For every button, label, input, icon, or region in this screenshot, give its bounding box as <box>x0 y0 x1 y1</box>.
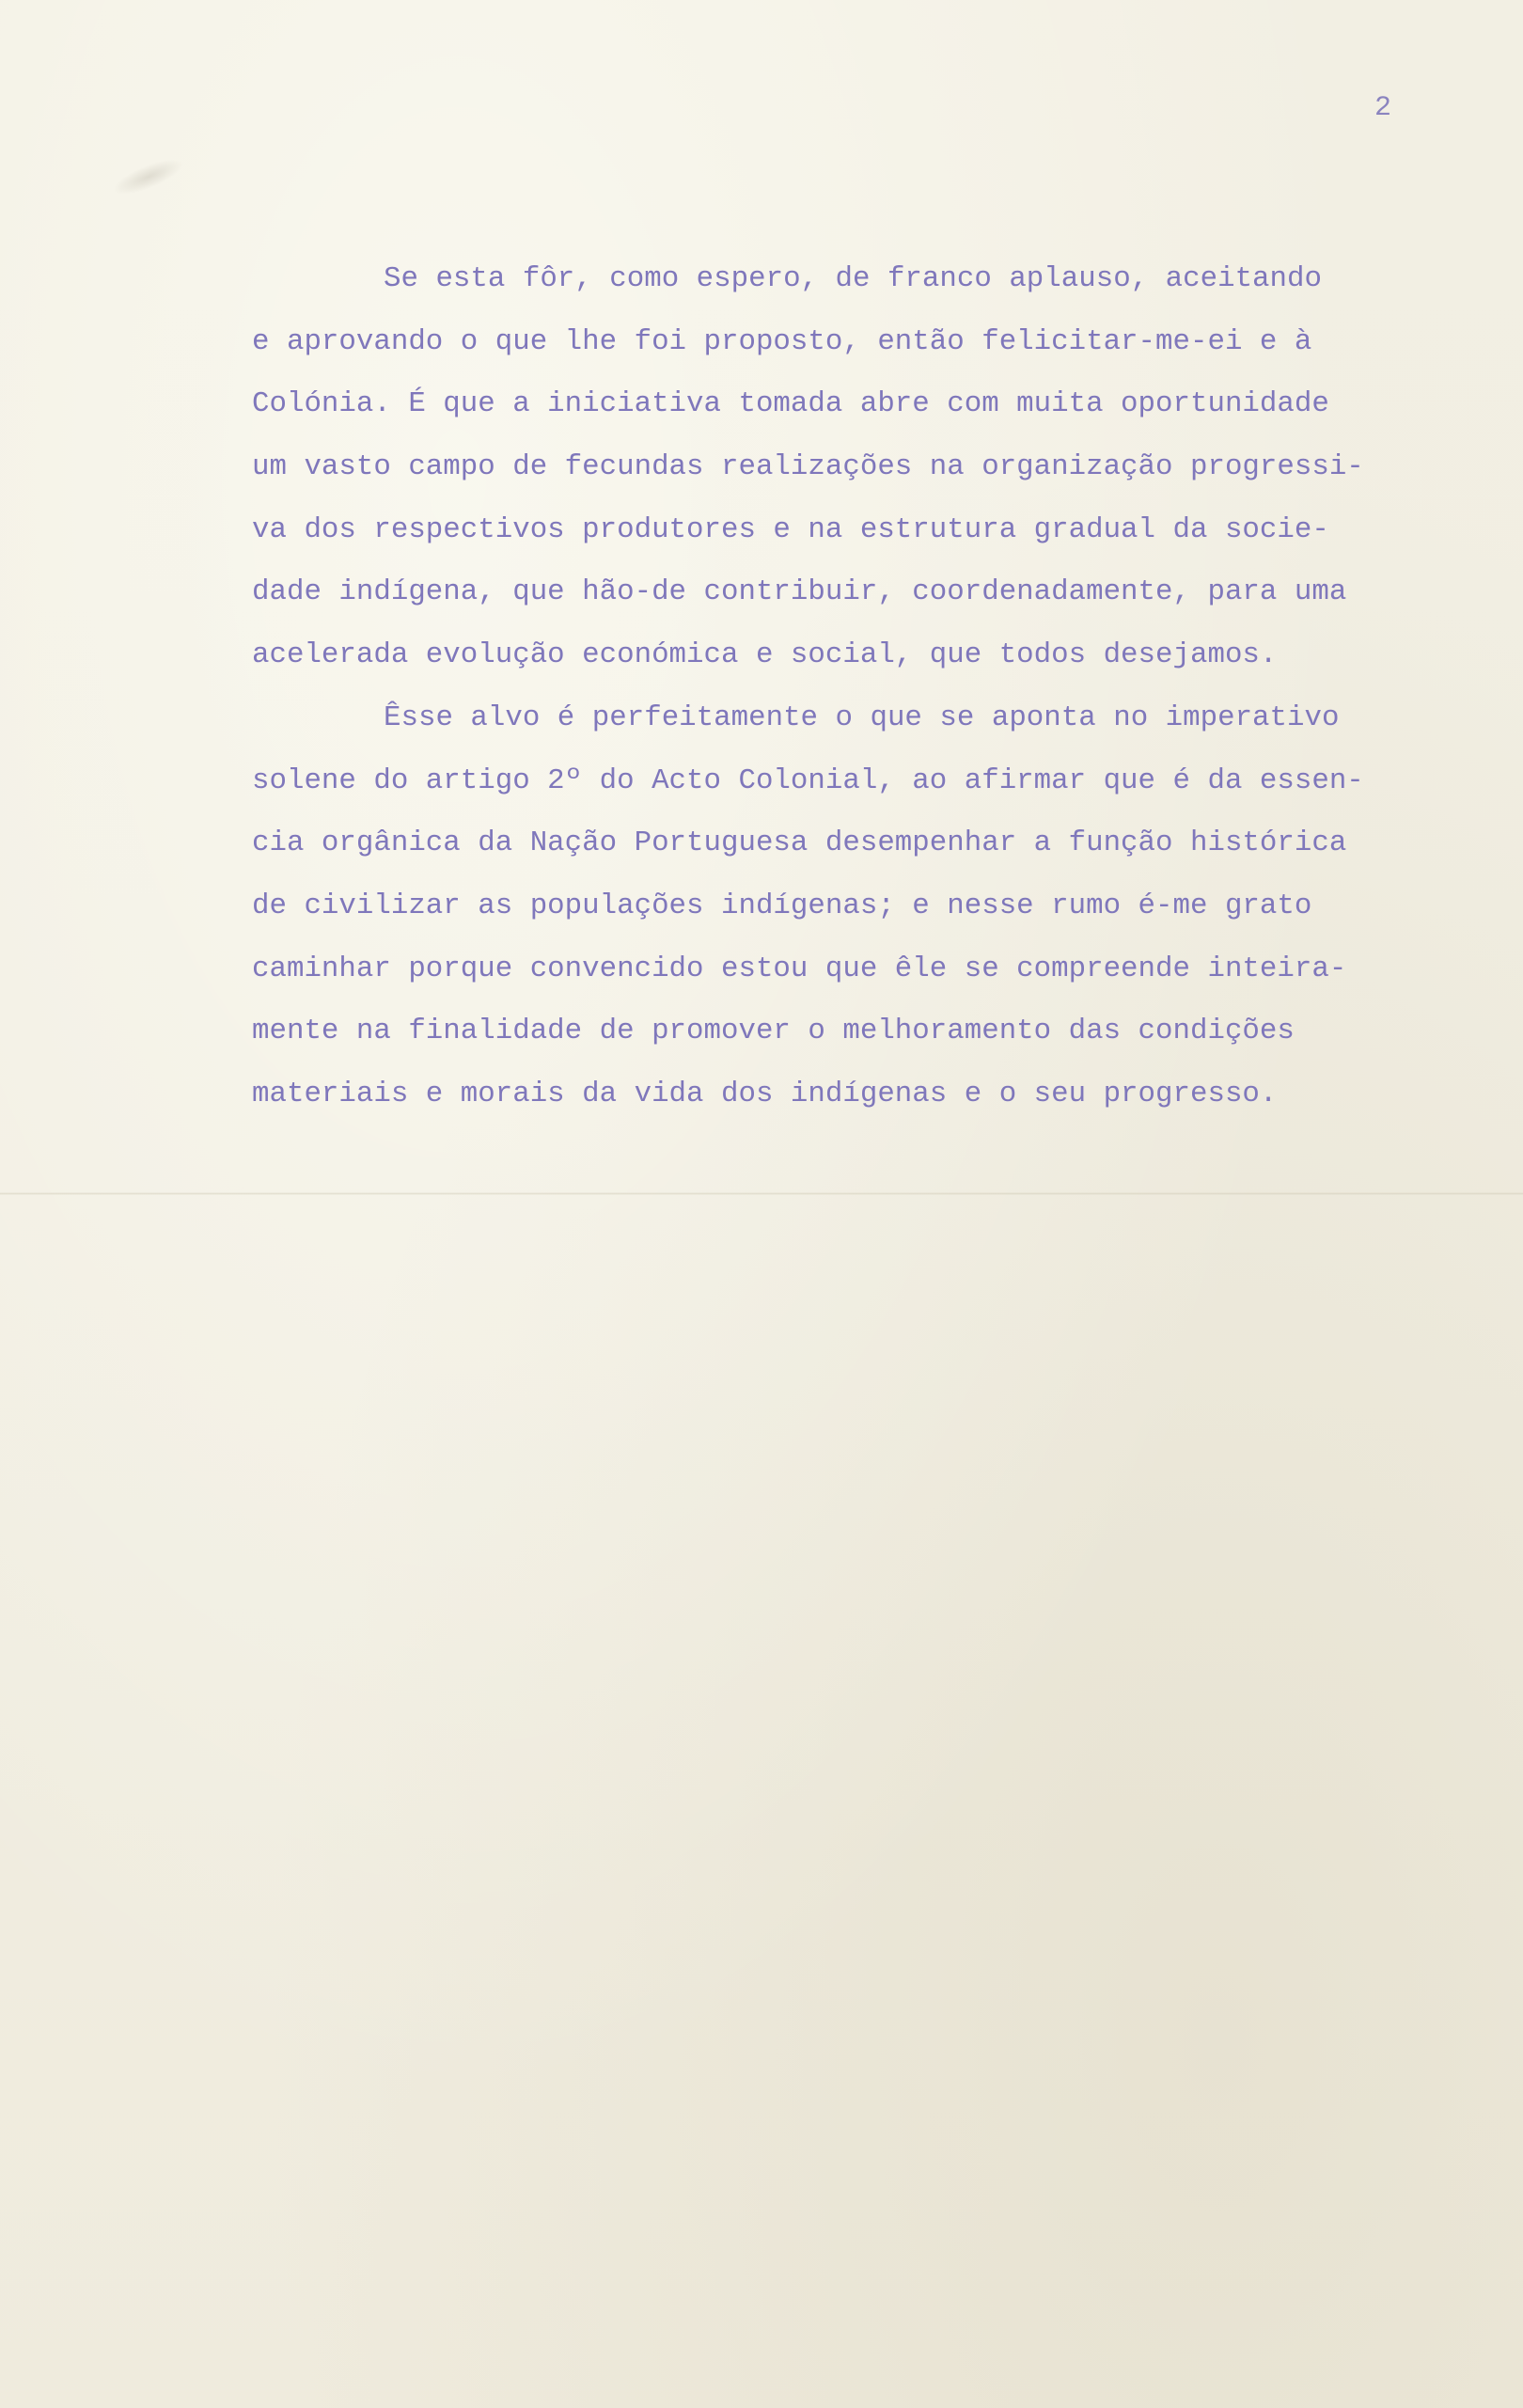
paragraph-2 <box>252 687 1474 1126</box>
text-line: de civilizar as populações indígenas; e nesse rumo é-me grato <box>252 889 1312 922</box>
typed-body-text <box>252 248 1474 1126</box>
text-line: Êsse alvo é perfeitamente o que se aponta no imperativo <box>384 700 1340 734</box>
text-line: materiais e morais da vida dos indígenas e o seu progresso. <box>252 1077 1278 1110</box>
text-line: um vasto campo de fecundas realizações na organização progressi- <box>252 450 1364 484</box>
text-line: e aprovando o que lhe foi proposto, então felicitar-me-ei e à <box>252 324 1312 358</box>
text-line: caminhar porque convencido estou que êle se compreende inteira- <box>252 952 1347 985</box>
paragraph-1 <box>252 248 1474 687</box>
text-line: Se esta fôr, como espero, de franco aplauso, aceitando <box>384 262 1322 295</box>
paper-fold-crease <box>0 1192 1523 1195</box>
text-line: mente na finalidade de promover o melhoramento das condições <box>252 1015 1295 1048</box>
text-line: va dos respectivos produtores e na estrutura gradual da socie- <box>252 512 1329 546</box>
text-line: Colónia. É que a iniciativa tomada abre com muita oportunidade <box>252 387 1329 421</box>
text-line: dade indígena, que hão-de contribuir, coordenadamente, para uma <box>252 575 1347 609</box>
text-line: acelerada evolução económica e social, que todos desejamos. <box>252 638 1278 672</box>
paper-smudge <box>109 152 187 201</box>
page-number: 2 <box>1374 92 1393 124</box>
text-line: cia orgânica da Nação Portuguesa desempenhar a função histórica <box>252 826 1347 860</box>
text-line: solene do artigo 2º do Acto Colonial, ao afirmar que é da essen- <box>252 763 1364 797</box>
